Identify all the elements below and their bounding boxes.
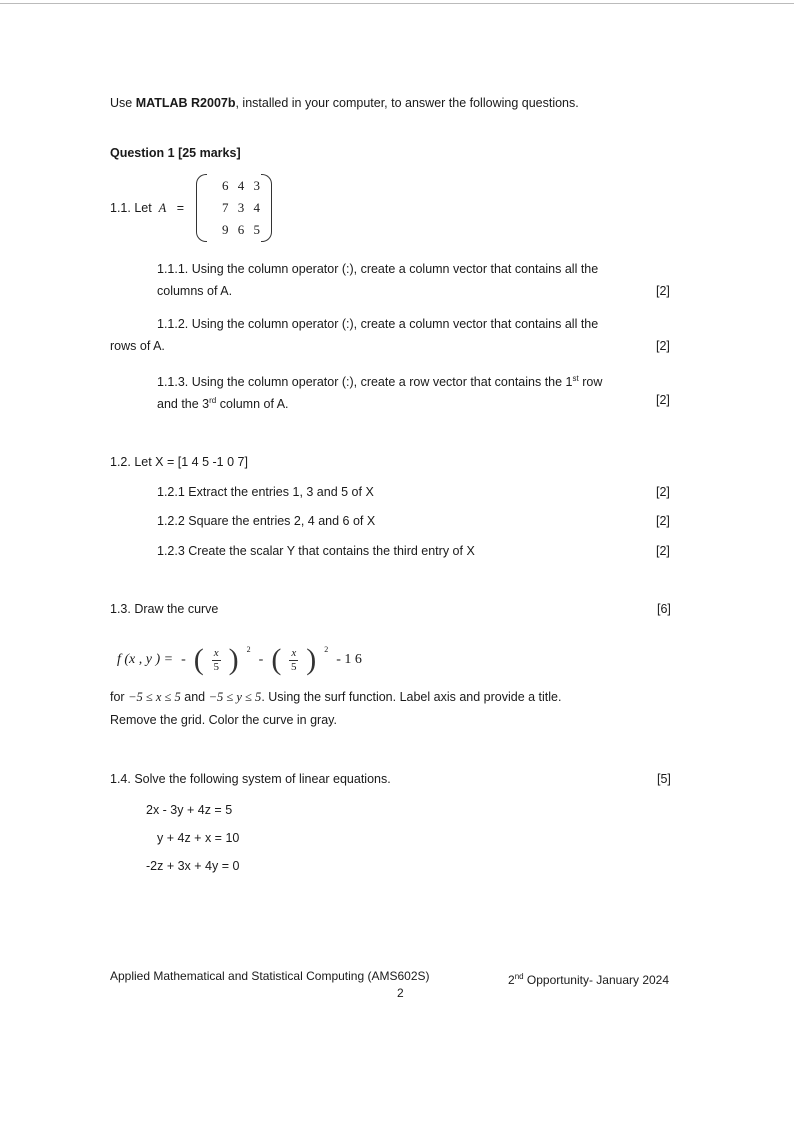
q111-line1: 1.1.1. Using the column operator (:), create a column vector that contains all the [157, 262, 599, 276]
scan-edge-line [0, 3, 794, 4]
matrix-row: 6 4 3 [222, 178, 263, 193]
q11-label: 1.1. Let A = [110, 201, 185, 215]
q14-marks: [5] [657, 772, 671, 786]
equation-1: 2x - 3y + 4z = 5 [146, 803, 233, 817]
footer-opportunity: 2nd Opportunity- January 2024 [508, 972, 670, 987]
q13-label: 1.3. Draw the curve [110, 602, 219, 616]
q122-text: 1.2.2 Square the entries 2, 4 and 6 of X [157, 514, 376, 528]
q121-marks: [2] [656, 485, 670, 499]
q123-text: 1.2.3 Create the scalar Y that contains the third entry of X [157, 544, 475, 558]
q12-label: 1.2. Let X = [1 4 5 -1 0 7] [110, 455, 248, 469]
footer-course: Applied Mathematical and Statistical Computing (AMS602S) [110, 969, 430, 983]
q113-line2: and the 3rd column of A. [157, 396, 289, 412]
equation-2: y + 4z + x = 10 [157, 831, 240, 845]
matrix-a [196, 174, 272, 242]
matrix-row: 7 3 4 [222, 200, 263, 215]
q122-marks: [2] [656, 514, 670, 528]
q111-marks: [2] [656, 284, 670, 298]
page-number: 2 [397, 986, 404, 1000]
q13-marks: [6] [657, 602, 671, 616]
q13-line2: Remove the grid. Color the curve in gray. [110, 713, 337, 727]
function-formula: f (x , y ) = - ( $\frac{x}{5}$ ) $^2$ - ( $\frac{x}{5}$ ) $^2$ - 1 6 [117, 643, 362, 676]
q113-marks: [2] [656, 393, 670, 407]
q14-label: 1.4. Solve the following system of linear equations. [110, 772, 391, 786]
equation-3: -2z + 3x + 4y = 0 [146, 859, 240, 873]
intro-text: Use MATLAB R2007b, installed in your computer, to answer the following questions. [110, 96, 579, 110]
q113-line1: 1.1.3. Using the column operator (:), create a row vector that contains the 1st row [157, 374, 603, 390]
q112-marks: [2] [656, 339, 670, 353]
question-title: Question 1 [25 marks] [110, 146, 241, 160]
matrix-row: 9 6 5 [222, 222, 263, 237]
q112-line2: rows of A. [110, 339, 165, 353]
q112-line1: 1.1.2. Using the column operator (:), create a column vector that contains all the [157, 317, 599, 331]
q13-condition: for −5 ≤ x ≤ 5 and −5 ≤ y ≤ 5. Using the surf function. Label axis and provide a title. [110, 690, 562, 704]
q111-line2: columns of A. [157, 284, 233, 298]
q121-text: 1.2.1 Extract the entries 1, 3 and 5 of X [157, 485, 374, 499]
q123-marks: [2] [656, 544, 670, 558]
